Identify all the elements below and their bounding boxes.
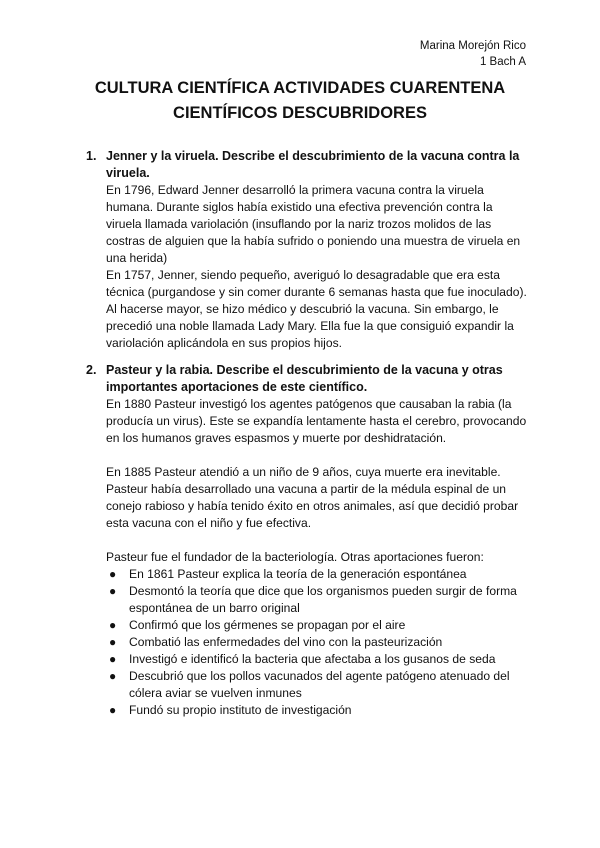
- section-2: [88, 362, 528, 719]
- list-item-text: Descubrió que los pollos vacunados del agente patógeno atenuado del cólera aviar se vuelven inmunes: [129, 669, 510, 700]
- list-item-text: En 1861 Pasteur explica la teoría de la generación espontánea: [129, 567, 467, 581]
- bullet-icon: ●: [109, 567, 117, 581]
- list-item: [106, 634, 528, 651]
- list-item-text: Confirmó que los gérmenes se propagan por el aire: [129, 618, 406, 632]
- class-label: 1 Bach A: [479, 56, 526, 68]
- list-item: [106, 668, 528, 702]
- paragraph-spacer: [106, 532, 528, 549]
- author-name: Marina Morejón Rico: [419, 40, 526, 52]
- section-number: 1.: [86, 149, 97, 163]
- title-line-2: CIENTÍFICOS DESCUBRIDORES: [173, 104, 427, 122]
- bullet-icon: ●: [109, 703, 117, 717]
- title-line-1: CULTURA CIENTÍFICA ACTIVIDADES CUARENTENA: [94, 79, 506, 97]
- section-question: Jenner y la viruela. Describe el descubrimiento de la vacuna contra la viruela.: [106, 149, 520, 180]
- section-1: [88, 148, 528, 352]
- list-item: [106, 566, 528, 583]
- list-item-text: Desmontó la teoría que dice que los organismos pueden surgir de forma espontánea de un barro original: [129, 584, 517, 615]
- list-item: [106, 651, 528, 668]
- list-item: [106, 702, 528, 719]
- section-question: Pasteur y la rabia. Describe el descubrimiento de la vacuna y otras importantes aportaciones de este científico.: [106, 363, 503, 394]
- bullet-icon: ●: [109, 652, 117, 666]
- paragraph-spacer: [106, 447, 528, 464]
- contributions-list: [106, 566, 528, 719]
- answer-paragraph: En 1796, Edward Jenner desarrolló la primera vacuna contra la viruela humana. Durante siglos había existido una efectiva prevención contra la viruela llamada variolación (insuflando por la nariz trozos molidos de las costras de alguien que la había sufrido o poniendo una muestra de viruela en una herida): [106, 183, 521, 265]
- list-item: [106, 583, 528, 617]
- answer-paragraph: En 1885 Pasteur atendió a un niño de 9 años, cuya muerte era inevitable. Pasteur había desarrollado una vacuna a partir de la médula espinal de un conejo rabioso y había tenido éxito en otros animales, así que decidió probar esta vacuna con el niño y fue efectiva.: [106, 465, 519, 530]
- answer-paragraph: En 1757, Jenner, siendo pequeño, averiguó lo desagradable que era esta técnica (purgandose y sin comer durante 6 semanas hasta que fue inoculado). Al hacerse mayor, se hizo médico y descubrió la vacuna. Sin embargo, le precedió una noble llamada Lady Mary. Ella fue la que consiguió expandir la variolación aplicándola en sus propios hijos.: [106, 268, 527, 350]
- list-item-text: Fundó su propio instituto de investigación: [129, 703, 352, 717]
- author-block: [420, 38, 526, 70]
- bullet-icon: ●: [109, 618, 117, 632]
- page-title: [60, 76, 540, 126]
- section-answer: [106, 396, 528, 566]
- bullet-icon: ●: [109, 584, 117, 598]
- section-number: 2.: [86, 363, 97, 377]
- list-item-text: Investigó e identificó la bacteria que afectaba a los gusanos de seda: [129, 652, 496, 666]
- bullet-icon: ●: [109, 669, 117, 683]
- section-answer: [106, 182, 528, 352]
- list-item-text: Combatió las enfermedades del vino con la pasteurización: [129, 635, 443, 649]
- bullet-icon: ●: [109, 635, 117, 649]
- list-item: [106, 617, 528, 634]
- answer-paragraph: Pasteur fue el fundador de la bacteriología. Otras aportaciones fueron:: [106, 550, 484, 564]
- answer-paragraph: En 1880 Pasteur investigó los agentes patógenos que causaban la rabia (la producía un virus). Este se expandía lentamente hasta el cerebro, provocando en los humanos graves espasmos y muerte por deshidratación.: [106, 397, 527, 445]
